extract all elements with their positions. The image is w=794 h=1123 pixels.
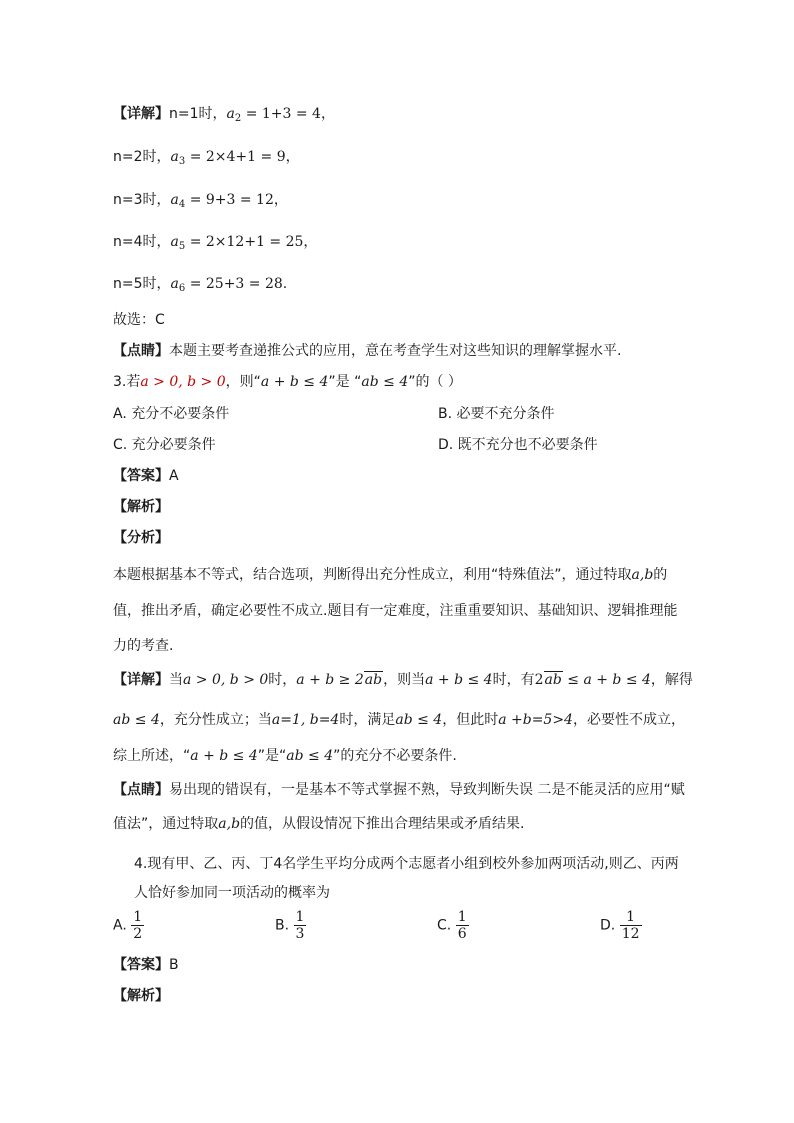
q4-option-b-fraction	[294, 909, 307, 942]
q3-d2-f: ，但此时	[442, 712, 499, 728]
q3-d3-e: ”的充分不必要条件.	[333, 748, 457, 764]
q3-d2-a: ab ≤ 4	[113, 712, 160, 728]
detail-line-1-prefix: n=1时，	[169, 106, 227, 122]
detail-line-5-prefix: n=5时，	[113, 276, 171, 292]
q2-note-text: 本题主要考查递推公式的应用，意在考查学生对这些知识的理解掌握水平.	[169, 343, 622, 359]
detail-line-4-sub: 5	[178, 241, 186, 252]
detail-line-1-end: ，	[320, 106, 335, 122]
q4-option-b-den: 3	[295, 926, 305, 942]
detail-tag: 【详解】	[113, 106, 169, 122]
q4-option-d-den: 12	[621, 926, 640, 942]
q3-fenxi-line-2: 值，推出矛盾，确定必要性不成立.题目有一定难度，注重重要知识、基础知识、逻辑推理能	[113, 603, 678, 619]
q3-d1-h: 时，有	[492, 672, 535, 688]
q3-note-line-2	[113, 814, 524, 834]
q3-d2-b: ，充分性成立；当	[159, 712, 272, 728]
q4-option-c-label: C.	[437, 917, 452, 934]
detail-line-2-end: ，	[285, 149, 300, 165]
q3-d1-sqrt-ab-2: ab	[544, 672, 562, 688]
q4-option-a-fraction	[131, 909, 144, 942]
q3-fenxi-tag: 【分析】	[113, 530, 169, 546]
q3-stem	[113, 372, 462, 392]
q4-option-b-num: 1	[295, 909, 305, 925]
q3-d1-sqrt-ab: ab	[364, 672, 383, 688]
q2-note-tag: 【点睛】	[113, 343, 169, 359]
q3-answer-value: A	[169, 468, 179, 484]
q3-detail-tag: 【详解】	[113, 672, 169, 688]
q3-d2-c: a=1, b=4	[271, 712, 340, 728]
q3-d1-g: a + b ≤ 4	[425, 672, 493, 688]
q4-answer-value: B	[169, 957, 179, 973]
q3-number: 3.若	[113, 374, 141, 390]
detail-line-3-var: a	[170, 192, 179, 208]
q3-answer	[113, 466, 179, 486]
q3-fenxi-line-3: 力的考查.	[113, 638, 174, 654]
q3-note-text-1: 易出现的错误有，一是基本不等式掌握不熟，导致判断失误 二是不能灵活的应用“赋	[169, 782, 685, 798]
q3-expr-1: a + b ≤ 4	[260, 374, 329, 390]
q4-option-a-num: 1	[133, 909, 143, 925]
q4-option-a	[113, 909, 144, 942]
q3-d1-f: ，则当	[383, 672, 426, 688]
q4-option-a-label: A.	[113, 917, 127, 934]
detail-line-5	[113, 274, 287, 299]
q3-d3-a: 综上所述，“	[113, 748, 191, 764]
q3-detail-line-1	[113, 670, 693, 690]
q3-d1-l: ，解得	[650, 672, 693, 688]
q3-answer-tag: 【答案】	[113, 468, 169, 484]
q4-option-b	[275, 909, 306, 942]
q4-option-d-num: 1	[620, 909, 642, 926]
q3-text-2: ”是 “	[328, 374, 362, 390]
detail-line-1-sub: 2	[234, 113, 242, 124]
q3-condition: a > 0, b > 0	[140, 374, 226, 390]
q4-stem-line-2: 人恰好参加同一项活动的概率为	[134, 885, 330, 901]
q3-jiexi-tag: 【解析】	[113, 499, 169, 515]
q3-detail-line-3	[113, 746, 457, 766]
detail-line-2-prefix: n=2时，	[113, 149, 171, 165]
q4-option-d-label: D.	[600, 917, 616, 934]
q3-option-d: D. 既不充分也不必要条件	[438, 437, 598, 453]
q3-fenxi-text-1a: 本题根据基本不等式，结合选项，判断得出充分性成立，利用“特殊值法”，通过特取	[113, 567, 632, 583]
q3-note-line-1	[113, 780, 685, 800]
q3-d1-k: ≤ a + b ≤ 4	[562, 672, 651, 688]
detail-line-2	[113, 147, 300, 172]
detail-line-1	[113, 104, 335, 129]
q3-option-b: B. 必要不充分条件	[438, 406, 555, 422]
detail-line-4-expr: = 2×12+1 = 25	[185, 234, 304, 250]
q4-stem-line-1: 4.现有甲、乙、丙、丁4名学生平均分成两个志愿者小组到校外参加两项活动,则乙、丙两	[134, 856, 679, 872]
q3-d2-d: 时，满足	[339, 712, 396, 728]
q3-d2-h: ，必要性不成立，	[572, 712, 685, 728]
q3-expr-2: ab ≤ 4	[361, 374, 409, 390]
q3-d3-b: a + b ≤ 4	[190, 748, 258, 764]
q2-note	[113, 341, 621, 361]
detail-line-3-expr: = 9+3 = 12	[185, 192, 274, 208]
q4-option-c-den: 6	[457, 926, 467, 942]
q4-option-c	[437, 909, 469, 942]
detail-line-1-var: a	[226, 106, 235, 122]
q3-d1-b: a > 0, b > 0	[183, 672, 269, 688]
detail-line-1-expr: = 1+3 = 4	[241, 106, 321, 122]
q4-option-c-num: 1	[457, 909, 467, 925]
q3-d1-i: 2	[534, 672, 544, 688]
q2-choice: 故选：C	[113, 312, 165, 328]
detail-line-3-sub: 4	[178, 199, 186, 210]
q4-answer	[113, 955, 179, 975]
q3-d1-a: 当	[169, 672, 183, 688]
q4-option-d	[600, 909, 642, 942]
q3-fenxi-var: a,b	[631, 567, 654, 583]
q3-detail-line-2	[113, 710, 685, 730]
q3-option-c: C. 充分必要条件	[113, 437, 216, 453]
q3-option-a: A. 充分不必要条件	[113, 406, 230, 422]
detail-line-4	[113, 232, 317, 257]
q3-d3-d: ab ≤ 4	[286, 748, 334, 764]
detail-line-5-expr: = 25+3 = 28	[185, 276, 283, 292]
q3-text-3: ”的（ ）	[408, 374, 462, 390]
q4-option-d-fraction	[620, 909, 642, 942]
q3-note-tag: 【点睛】	[113, 782, 169, 798]
detail-line-2-expr: = 2×4+1 = 9	[185, 149, 286, 165]
detail-line-4-end: ，	[303, 234, 318, 250]
q3-d2-g: a +b=5>4	[498, 712, 573, 728]
q4-jiexi-tag: 【解析】	[113, 988, 169, 1004]
q3-fenxi-text-1c: 的	[653, 567, 668, 583]
detail-line-2-sub: 3	[178, 156, 186, 167]
detail-line-3-prefix: n=3时，	[113, 192, 171, 208]
q3-d2-e: ab ≤ 4	[395, 712, 443, 728]
detail-line-3	[113, 190, 288, 215]
detail-line-2-var: a	[170, 149, 179, 165]
q3-note-var: a,b	[218, 816, 241, 832]
q3-d3-c: ”是“	[257, 748, 287, 764]
q4-option-c-fraction	[456, 909, 469, 942]
q3-fenxi-line-1	[113, 565, 667, 585]
detail-line-3-end: ，	[273, 192, 288, 208]
q3-text-1: ，则“	[225, 374, 261, 390]
detail-line-4-var: a	[170, 234, 179, 250]
detail-line-5-sub: 6	[178, 283, 186, 294]
q4-option-a-den: 2	[133, 926, 143, 942]
detail-line-5-end: .	[282, 276, 288, 292]
q3-d1-d: a + b ≥ 2	[296, 672, 364, 688]
q3-note-text-2a: 值法”，通过特取	[113, 816, 219, 832]
q3-note-text-2c: 的值，从假设情况下推出合理结果或矛盾结果.	[240, 816, 525, 832]
q4-option-b-label: B.	[275, 917, 290, 934]
detail-line-5-var: a	[170, 276, 179, 292]
detail-line-4-prefix: n=4时，	[113, 234, 171, 250]
q3-d1-c: 时，	[268, 672, 297, 688]
q4-answer-tag: 【答案】	[113, 957, 169, 973]
